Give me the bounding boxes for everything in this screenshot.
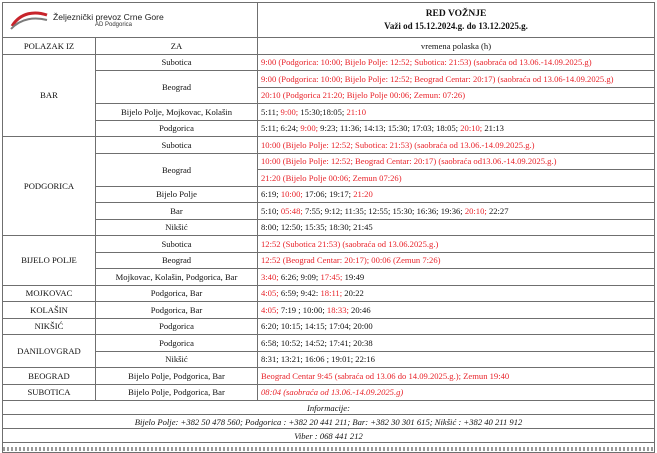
origin-bar: BAR [3,54,96,137]
times-cell [258,236,655,253]
times-cell [258,104,655,121]
time-segment: 4:05; [261,288,279,299]
info-title: Informacije: [3,401,655,415]
time-segment: 18:11; [320,288,343,299]
column-header-row [3,38,655,55]
time-segment: 10:00 (Bijelo Polje: 12:52; Subotica: 21:53) (saobraća od 13.06.-14.09.2025.g.) [261,139,535,150]
times-cell [258,203,655,220]
table-row [3,120,655,137]
time-segment: 20:10; [464,205,487,216]
destination-cell: Podgorica, Bar [96,302,258,319]
blank-row [3,443,655,453]
destination-cell: Podgorica [96,318,258,335]
col-header-times: vremena polaska (h) [258,38,655,55]
times-cell [258,351,655,368]
times-cell [258,384,655,401]
time-segment: 10:00 (Bijelo Polje: 12:52; Beograd Centar: 20:17) (saobraća od13.06.-14.09.2025.g.) [261,156,557,167]
destination-cell: Bijelo Polje, Mojkovac, Kolašin [96,104,258,121]
table-row [3,302,655,319]
company-logo-cell [3,3,258,38]
table-row [3,285,655,302]
time-segment: 19:49 [344,271,365,282]
info-row [3,429,655,443]
table-row [3,269,655,286]
info-row [3,415,655,429]
info-viber: Viber : 068 441 212 [3,429,655,443]
time-segment: 17:06; 19:17; [304,189,352,200]
time-segment: 05:48; [280,205,303,216]
time-segment: Beograd Centar 9:45 (sabraća od 13.06 do 14.09.2025.g.); Zemun 19:40 [261,370,510,381]
table-row [3,368,655,385]
times-cell [258,87,655,104]
time-segment: 3:40; [261,271,279,282]
table-row [3,203,655,220]
table-row [3,186,655,203]
destination-cell: Beograd [96,252,258,269]
railway-logo-icon [9,9,49,31]
company-name: Željeznički prevoz Crne Gore [53,11,164,22]
time-segment: 9:00; [300,123,319,134]
time-segment: 20:22 [344,288,364,299]
time-segment: 7:19 ; 10:00; [280,304,325,315]
table-row [3,236,655,253]
footer-dashed-rule [3,443,655,453]
timetable [2,2,655,453]
table-row [3,137,655,154]
time-segment: 21:10 [346,106,367,117]
time-segment: 6:19; [261,189,279,200]
destination-cell: Bijelo Polje, Podgorica, Bar [96,384,258,401]
destination-cell: Nikšić [96,351,258,368]
time-segment: 08:04 (saobraća od 13.06.-14.09.2025.g) [261,387,404,398]
times-cell [258,186,655,203]
times-cell [258,170,655,187]
times-cell [258,269,655,286]
validity-text: Važi od 15.12.2024.g. do 13.12.2025.g. [384,21,528,31]
time-segment: 9:00 (Podgorica: 10:00; Bijelo Polje: 12:52; Subotica: 21:53) (saobraća od 13.06.-14.09.2025.g) [261,57,592,68]
time-segment: 6:20; 10:15; 14:15; 17:04; 20:00 [261,321,373,332]
time-segment: 5:10; [261,205,279,216]
header-row [3,3,655,38]
origin-danilovgrad: DANILOVGRAD [3,335,96,368]
time-segment: 9:23; 11:36; 14:13; 15:30; 17:03; 18:05; [320,123,459,134]
origin-bijelo-polje: BIJELO POLJE [3,236,96,286]
time-segment: 18:33; [326,304,349,315]
time-segment: 22:27 [488,205,509,216]
times-cell [258,285,655,302]
table-row [3,318,655,335]
destination-cell: Bar [96,203,258,220]
table-row [3,252,655,269]
info-row [3,401,655,415]
col-header-to: ZA [96,38,258,55]
destination-cell: Nikšić [96,219,258,236]
time-segment: 20:46 [351,304,371,315]
destination-cell: Subotica [96,54,258,71]
origin-mojkovac: MOJKOVAC [3,285,96,302]
time-segment: 21:13 [484,123,504,134]
times-cell [258,153,655,170]
origin-niksic: NIKŠIĆ [3,318,96,335]
time-segment: 20:10; [460,123,483,134]
time-segment: 10:00; [280,189,303,200]
table-row [3,335,655,352]
destination-cell: Subotica [96,236,258,253]
time-segment: 17:45; [320,271,343,282]
timetable-sheet [2,2,654,453]
time-segment: 5:11; [261,123,279,134]
time-segment: 5:11; [261,106,279,117]
destination-cell: Podgorica [96,335,258,352]
origin-beograd: BEOGRAD [3,368,96,385]
times-cell [258,120,655,137]
table-row [3,71,655,88]
company-sub: AD Podgorica [95,21,133,28]
origin-subotica: SUBOTICA [3,384,96,401]
times-cell [258,368,655,385]
origin-kolasin: KOLAŠIN [3,302,96,319]
time-segment: 7:55; 9:12; 11:35; 12:55; 15:30; 16:36; 19:36; [304,205,463,216]
time-segment: 6:24; [280,123,299,134]
origin-podgorica: PODGORICA [3,137,96,236]
table-row [3,351,655,368]
col-header-from: POLAZAK IZ [3,38,96,55]
title-cell [258,3,655,38]
time-segment: 8:31; 13:21; 16:06 ; 19:01; 22:16 [261,354,375,365]
times-cell [258,137,655,154]
times-cell [258,252,655,269]
time-segment: 9:00; [280,106,299,117]
table-row [3,384,655,401]
time-segment: 4:05; [261,304,279,315]
time-segment: 21:20 [353,189,373,200]
times-cell [258,335,655,352]
times-cell [258,219,655,236]
table-row [3,219,655,236]
time-segment: 20:10 (Podgorica 21:20; Bijelo Polje 00:06; Zemun: 07:26) [261,90,466,101]
destination-cell: Podgorica, Bar [96,285,258,302]
table-row [3,54,655,71]
time-segment: 9:00 (Podgorica: 10:00; Bijelo Polje: 12:52; Beograd Centar: 20:17) (saobraća od 13.06-14.09.2025.g) [261,73,614,84]
times-cell [258,302,655,319]
destination-cell: Bijelo Polje, Podgorica, Bar [96,368,258,385]
times-cell [258,318,655,335]
table-row [3,104,655,121]
info-phones: Bijelo Polje: +382 50 478 560; Podgorica : +382 20 441 211; Bar: +382 30 301 615; Nikšić : +382 40 211 912 [3,415,655,429]
destination-cell: Subotica [96,137,258,154]
destination-cell: Beograd [96,71,258,104]
time-segment: 00:06 (Zemun 7:26) [371,255,441,266]
destination-cell: Mojkovac, Kolašin, Podgorica, Bar [96,269,258,286]
time-segment: 8:00; 12:50; 15:35; 18:30; 21:45 [261,222,373,233]
time-segment: 12:52 (Beograd Centar: 20:17); [261,255,370,266]
times-cell [258,54,655,71]
time-segment: 6:26; 9:09; [280,271,319,282]
time-segment: 12:52 (Subotica 21:53) (saobraća od 13.06.2025.g.) [261,238,439,249]
time-segment: 6:58; 10:52; 14:52; 17:41; 20:38 [261,337,373,348]
page-title: RED VOŽNJE [425,9,487,19]
destination-cell: Bijelo Polje [96,186,258,203]
time-segment: 15:30;18:05; [300,106,345,117]
times-cell [258,71,655,88]
table-row [3,153,655,170]
destination-cell: Podgorica [96,120,258,137]
destination-cell: Beograd [96,153,258,186]
time-segment: 21:20 (Bijelo Polje 00:06; Zemun 07:26) [261,172,402,183]
time-segment: 6:59; 9:42: [280,288,319,299]
